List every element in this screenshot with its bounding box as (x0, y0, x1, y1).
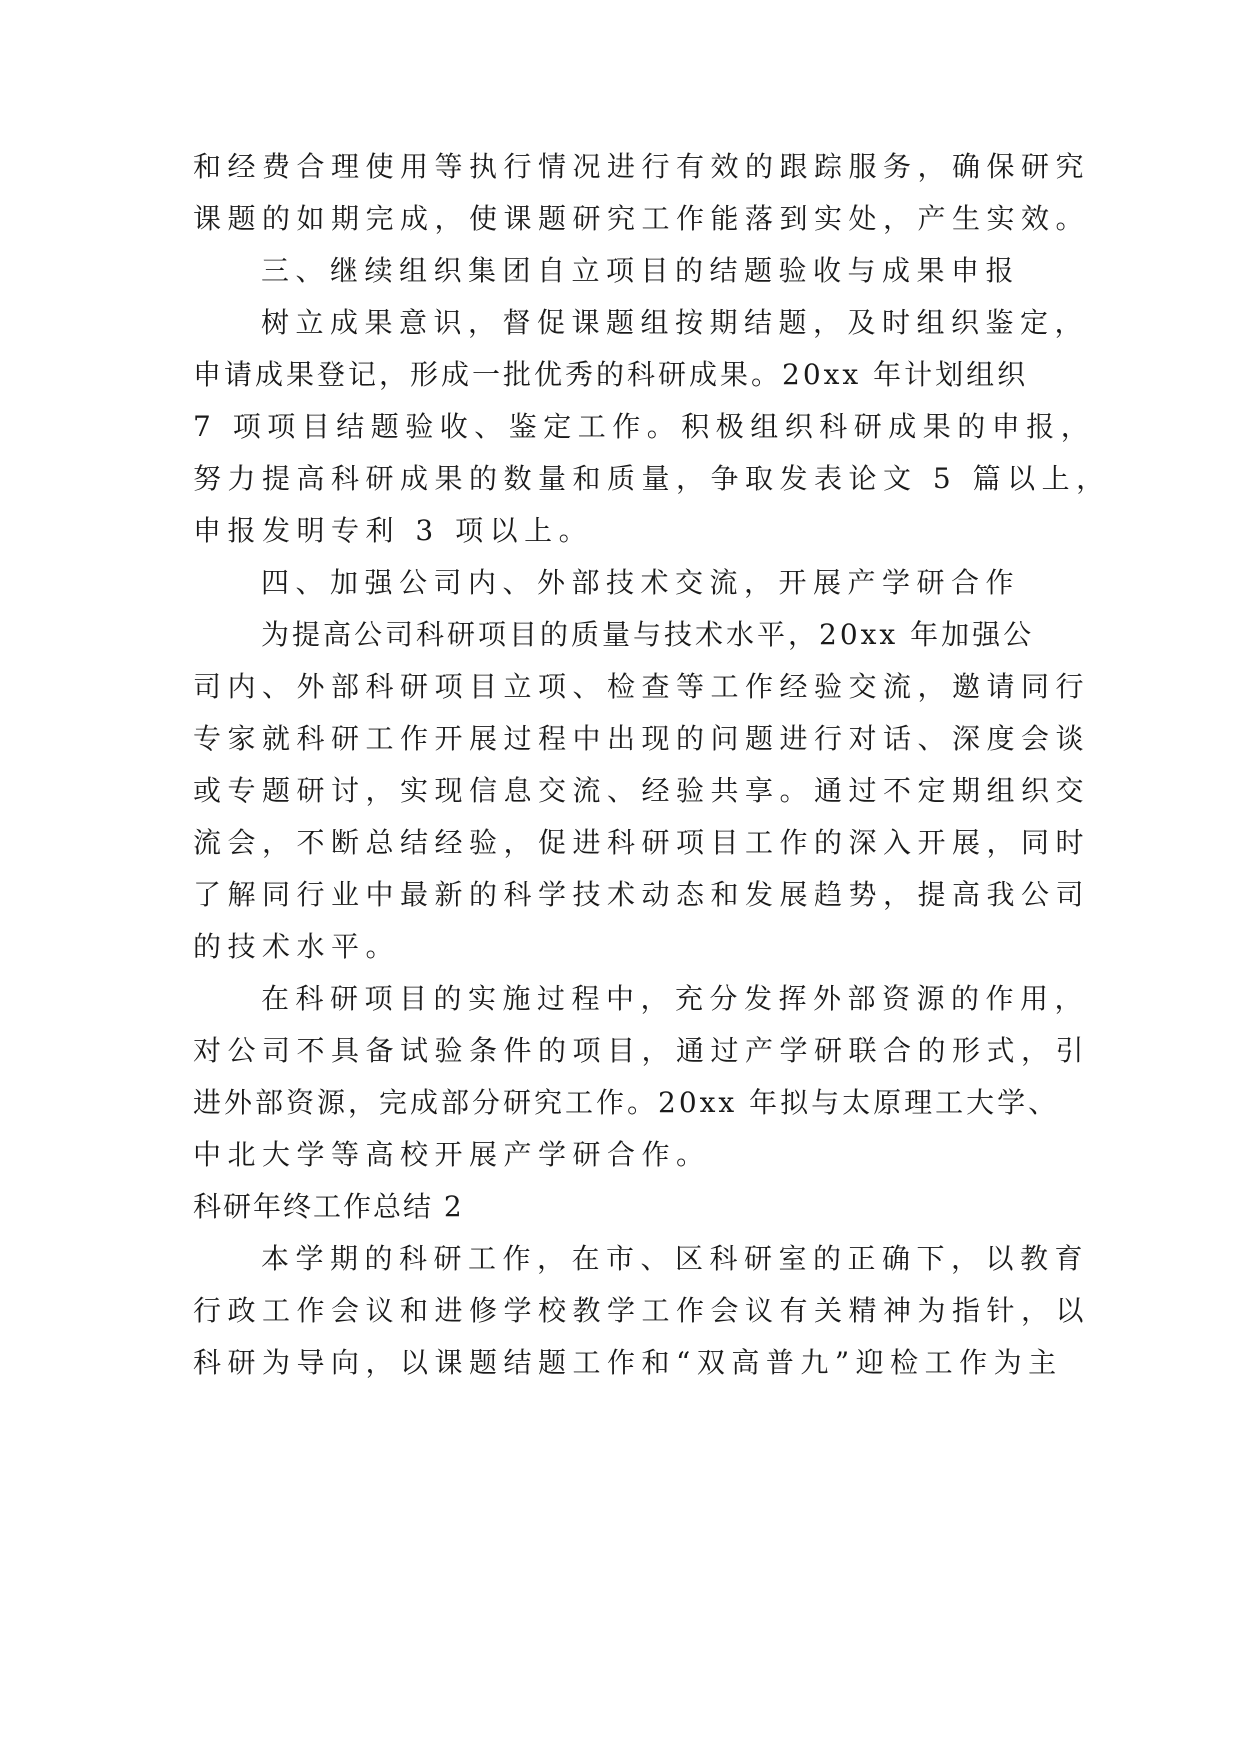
document-title: 科研年终工作总结 2 (193, 1190, 464, 1223)
paragraph-line: 和经费合理使用等执行情况进行有效的跟踪服务，确保研究 (193, 150, 1091, 183)
paragraph-line: 行政工作会议和进修学校教学工作会议有关精神为指针，以 (193, 1294, 1091, 1327)
paragraph-line: 了解同行业中最新的科学技术动态和发展趋势，提高我公司 (193, 878, 1091, 911)
paragraph-line: 在科研项目的实施过程中，充分发挥外部资源的作用， (261, 982, 1090, 1015)
paragraph-line: 努力提高科研成果的数量和质量，争取发表论文 5 篇以上， (193, 462, 1111, 495)
section-heading: 四、加强公司内、外部技术交流，开展产学研合作 (261, 566, 1021, 599)
paragraph-line: 申报发明专利 3 项以上。 (193, 514, 594, 547)
paragraph-line: 7 项项目结题验收、鉴定工作。积极组织科研成果的申报， (193, 410, 1096, 443)
section-heading: 三、继续组织集团自立项目的结题验收与成果申报 (261, 254, 1021, 287)
paragraph-line: 司内、外部科研项目立项、检查等工作经验交流，邀请同行 (193, 670, 1091, 703)
paragraph-line: 对公司不具备试验条件的项目，通过产学研联合的形式，引 (193, 1034, 1091, 1067)
paragraph-line: 树立成果意识，督促课题组按期结题，及时组织鉴定， (261, 306, 1090, 339)
paragraph-line: 为提高公司科研项目的质量与技术水平，20xx 年加强公 (261, 618, 1035, 651)
paragraph-line: 课题的如期完成，使课题研究工作能落到实处，产生实效。 (193, 202, 1091, 235)
paragraph-line: 流会，不断总结经验，促进科研项目工作的深入开展，同时 (193, 826, 1091, 859)
paragraph-line: 中北大学等高校开展产学研合作。 (193, 1138, 711, 1171)
paragraph-line: 专家就科研工作开展过程中出现的问题进行对话、深度会谈 (193, 722, 1091, 755)
paragraph-line: 进外部资源，完成部分研究工作。20xx 年拟与太原理工大学、 (193, 1086, 1060, 1119)
paragraph-line: 本学期的科研工作，在市、区科研室的正确下，以教育 (261, 1242, 1090, 1275)
paragraph-line: 或专题研讨，实现信息交流、经验共享。通过不定期组织交 (193, 774, 1091, 807)
paragraph-line: 的技术水平。 (193, 930, 401, 963)
paragraph-line: 科研为导向，以课题结题工作和“双高普九”迎检工作为主 (193, 1346, 1063, 1379)
paragraph-line: 申请成果登记，形成一批优秀的科研成果。20xx 年计划组织 (193, 358, 1029, 391)
